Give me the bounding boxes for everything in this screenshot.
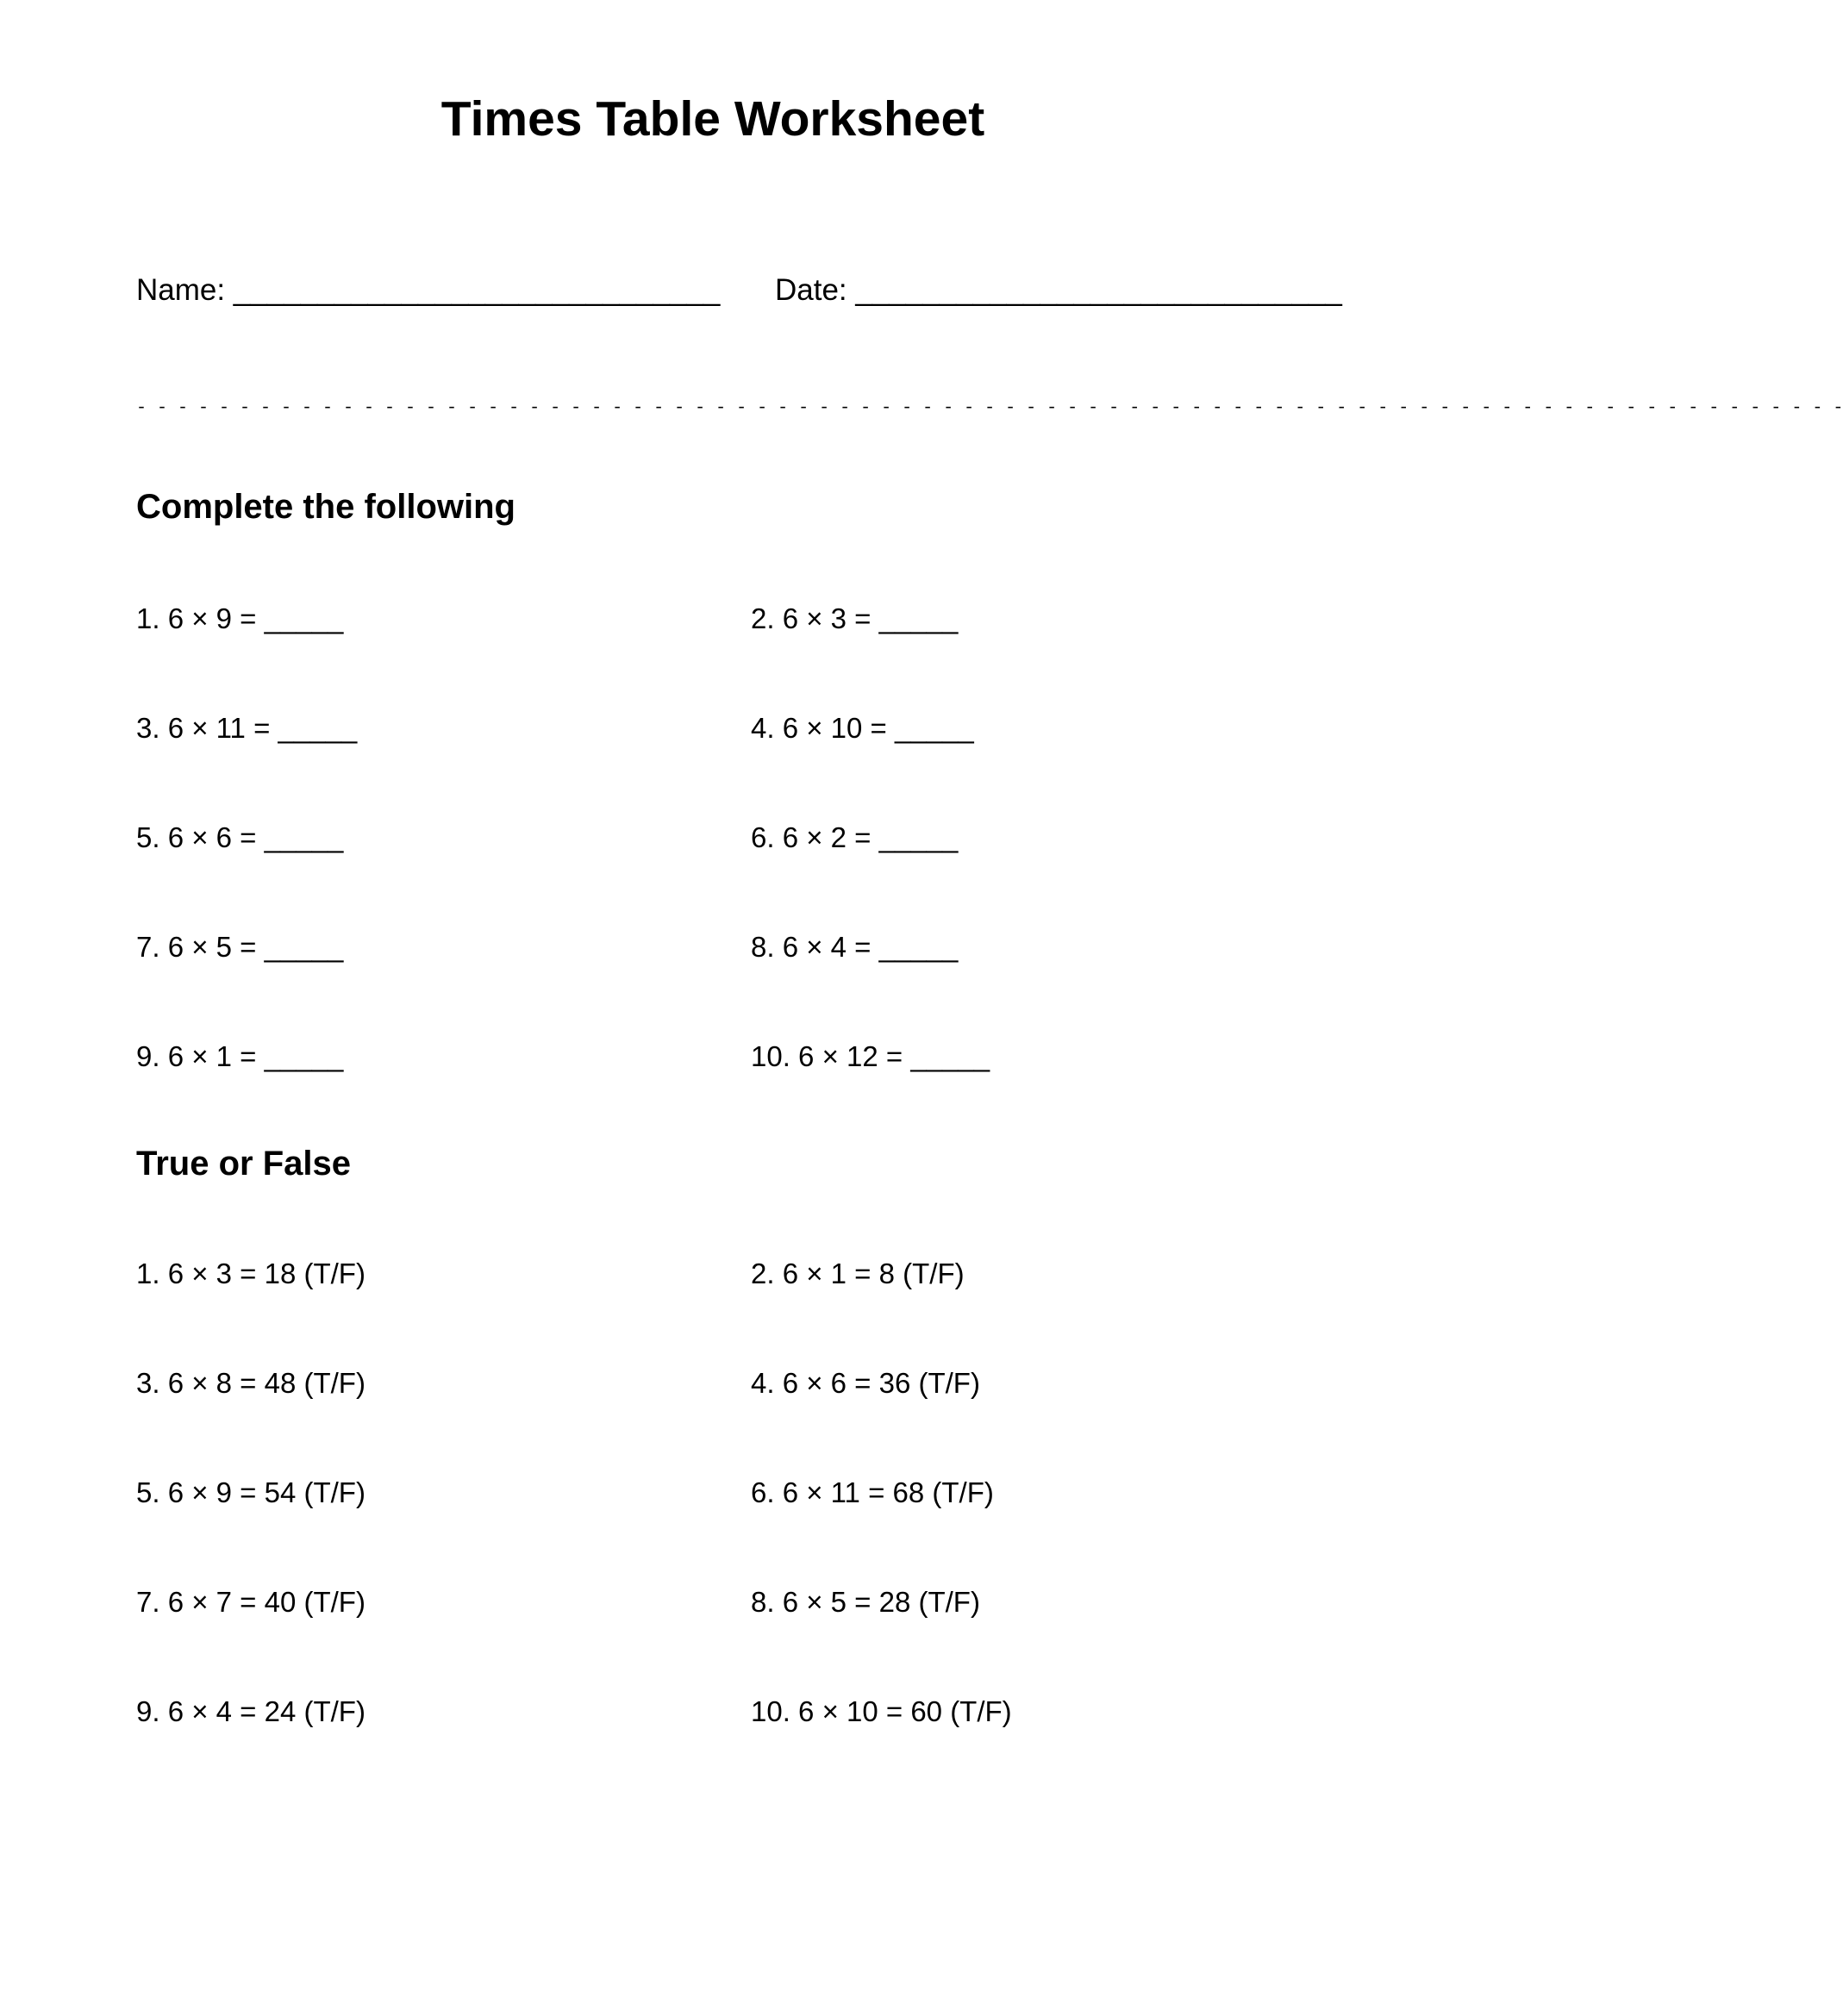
true-false-problem-7[interactable]: 7. 6 × 7 = 40 (T/F) <box>136 1586 365 1618</box>
section-heading-true-false: True or False <box>136 1145 351 1183</box>
page-title: Times Table Worksheet <box>440 91 985 147</box>
true-false-problem-10[interactable]: 10. 6 × 10 = 60 (T/F) <box>751 1695 1012 1727</box>
true-false-problem-2[interactable]: 2. 6 × 1 = 8 (T/F) <box>751 1258 965 1289</box>
name-field[interactable]: Name: _____________________________ <box>136 273 721 307</box>
complete-problem-2[interactable]: 2. 6 × 3 = _____ <box>751 602 959 634</box>
date-field[interactable]: Date: _____________________________ <box>775 273 1342 307</box>
complete-problem-9[interactable]: 9. 6 × 1 = _____ <box>136 1040 344 1072</box>
true-false-problem-6[interactable]: 6. 6 × 11 = 68 (T/F) <box>751 1476 994 1508</box>
separator-line: - - - - - - - - - - - - - - - - - - - - - - - - - - - - - - - - - - - - - - - - - - - - - - - - - - - - - - - - - - - - - - - - - - - - - - - - - - - - - - - - - - - <box>136 398 1843 418</box>
true-false-problem-9[interactable]: 9. 6 × 4 = 24 (T/F) <box>136 1695 365 1727</box>
complete-problem-6[interactable]: 6. 6 × 2 = _____ <box>751 821 959 853</box>
complete-problem-7[interactable]: 7. 6 × 5 = _____ <box>136 931 344 963</box>
complete-problem-4[interactable]: 4. 6 × 10 = _____ <box>751 712 974 744</box>
true-false-problem-8[interactable]: 8. 6 × 5 = 28 (T/F) <box>751 1586 980 1618</box>
true-false-problem-1[interactable]: 1. 6 × 3 = 18 (T/F) <box>136 1258 365 1289</box>
section-heading-complete: Complete the following <box>136 488 515 526</box>
complete-problem-5[interactable]: 5. 6 × 6 = _____ <box>136 821 344 853</box>
true-false-problem-5[interactable]: 5. 6 × 9 = 54 (T/F) <box>136 1476 365 1508</box>
complete-problem-8[interactable]: 8. 6 × 4 = _____ <box>751 931 959 963</box>
true-false-problem-3[interactable]: 3. 6 × 8 = 48 (T/F) <box>136 1367 365 1399</box>
true-false-problem-4[interactable]: 4. 6 × 6 = 36 (T/F) <box>751 1367 980 1399</box>
complete-problem-10[interactable]: 10. 6 × 12 = _____ <box>751 1040 990 1072</box>
complete-problem-1[interactable]: 1. 6 × 9 = _____ <box>136 602 344 634</box>
complete-problem-3[interactable]: 3. 6 × 11 = _____ <box>136 712 358 744</box>
